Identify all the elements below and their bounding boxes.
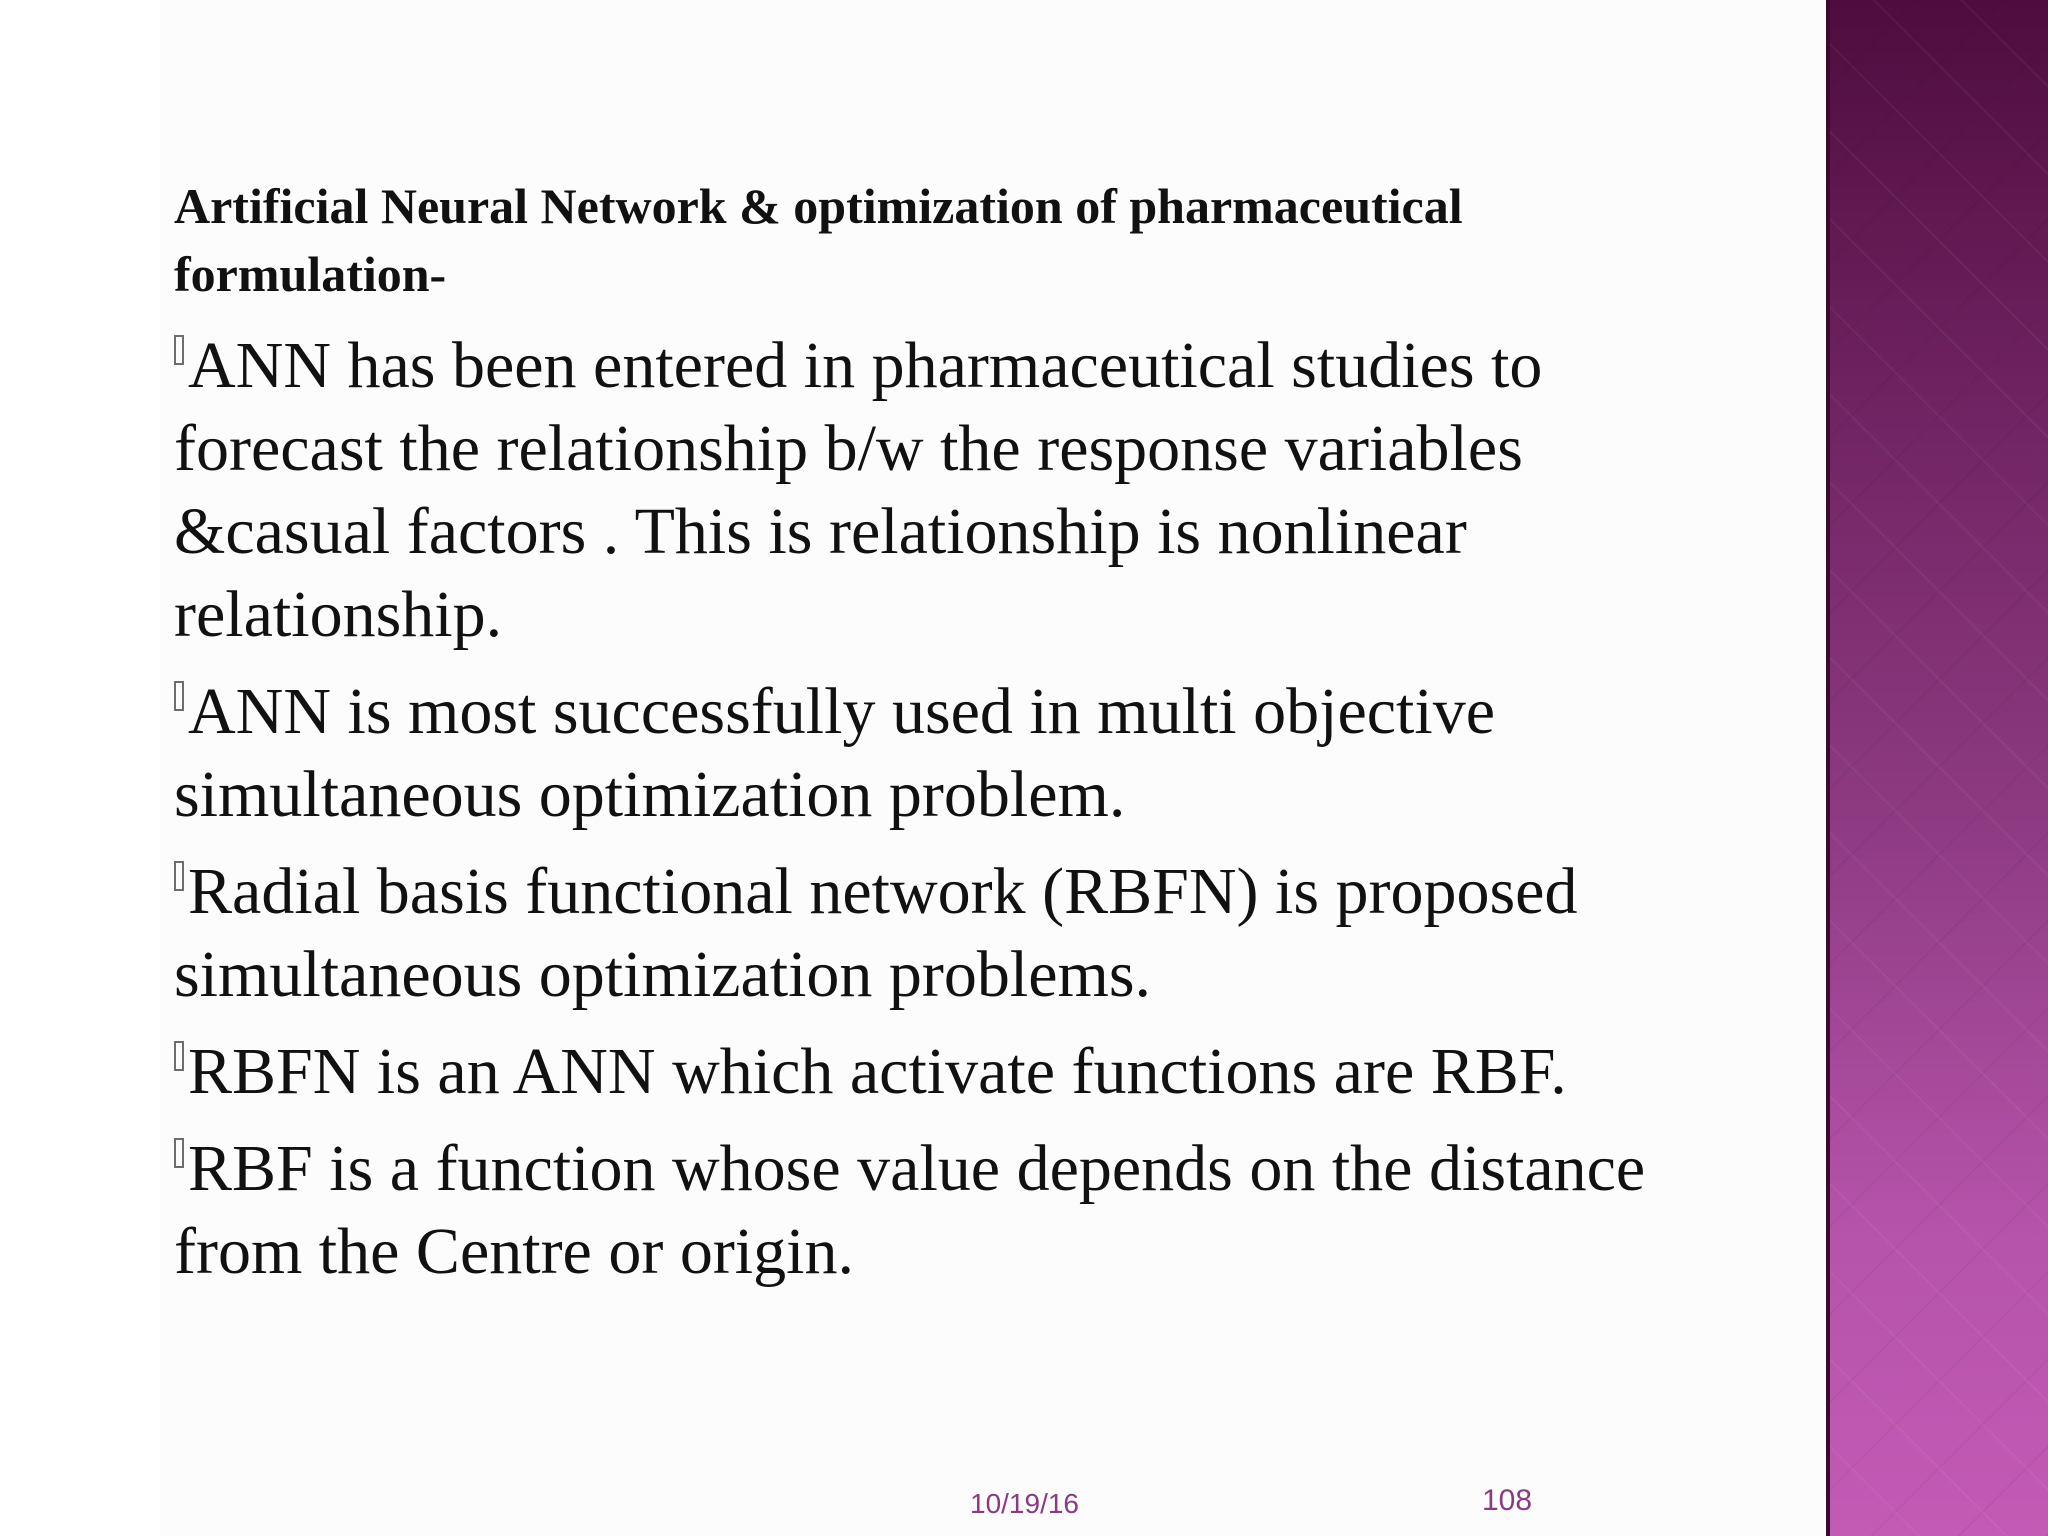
bullet-text: RBF is a function whose value depends on the distance from the Centre or origin. xyxy=(174,1132,1646,1288)
bullet-text: ANN has been entered in pharmaceutical studies to forecast the relationship b/w the response variables &casual factors . This is relationship is nonlinear relationship. xyxy=(174,329,1543,651)
bullet-text: ANN is most successfully used in multi objective simultaneous optimization problem. xyxy=(174,675,1496,831)
square-bullet-icon xyxy=(174,1138,184,1168)
bullet-text: RBFN is an ANN which activate functions are RBF. xyxy=(188,1035,1567,1108)
square-bullet-icon xyxy=(174,861,184,891)
bullet-item xyxy=(174,324,1754,656)
bullet-text: Radial basis functional network (RBFN) is proposed simultaneous optimization problems. xyxy=(174,855,1578,1011)
bullet-item xyxy=(174,850,1754,1016)
bullet-list xyxy=(174,324,1754,1307)
square-bullet-icon xyxy=(174,1041,184,1071)
bullet-item xyxy=(174,1127,1754,1293)
bullet-item xyxy=(174,670,1754,836)
footer-date: 10/19/16 xyxy=(970,1488,1079,1519)
decorative-side-band xyxy=(1826,0,2048,1536)
slide-heading: Artificial Neural Network & optimization of pharmaceutical formulation- xyxy=(174,178,1463,302)
footer-page-number: 108 xyxy=(1482,1484,1533,1517)
square-bullet-icon xyxy=(174,335,184,365)
square-bullet-icon xyxy=(174,681,184,711)
bullet-item xyxy=(174,1030,1754,1113)
